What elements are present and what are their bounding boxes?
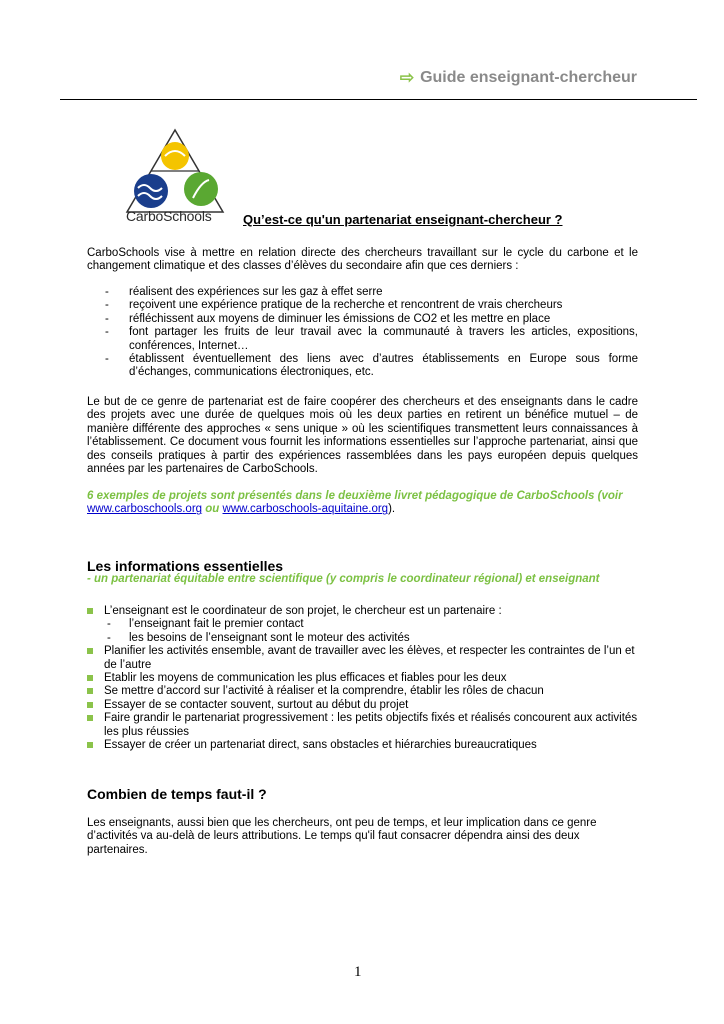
- time-paragraph: Les enseignants, aussi bien que les chercheurs, ont peu de temps, et leur implication dans ce genre d’activités va au-delà de leurs attributions. Le temps qu'il faut consacrer dépendra ainsi des deux partenaires.: [87, 817, 597, 856]
- list-item: Essayer de créer un partenariat direct, sans obstacles et hiérarchies bureaucratiques: [87, 739, 638, 752]
- arrow-right-outline-icon: ⇨: [399, 68, 415, 87]
- square-bullet-icon: [87, 648, 93, 654]
- square-bullet-icon: [87, 675, 93, 681]
- section-subheading: - un partenariat équitable entre scientifique (y compris le coordinateur régional) et enseignant: [87, 573, 600, 586]
- square-bullet-icon: [87, 742, 93, 748]
- essentials-list-block: [87, 605, 638, 752]
- list-item: - établissent éventuellement des liens avec d’autres établissements en Europe sous forme d’échanges, communications électroniques, etc.: [105, 353, 638, 379]
- section-time: [87, 788, 638, 801]
- header-title: Guide enseignant-chercheur: [420, 69, 637, 86]
- list-item: L’enseignant est le coordinateur de son projet, le chercheur est un partenaire : - l’enseignant fait le premier contact - les besoins de l’enseignant sont le moteur des activités: [87, 605, 638, 645]
- page-number: 1: [354, 964, 362, 980]
- intro-list-block: [87, 286, 638, 380]
- list-item: Etablir les moyens de communication les plus efficaces et fiables pour les deux: [87, 672, 638, 685]
- logo-wordmark: CarboSchools: [126, 208, 212, 224]
- list-item: - les besoins de l’enseignant sont le moteur des activités: [107, 631, 410, 644]
- examples-note: 6 exemples de projets sont présentés dans le deuxième livret pédagogique de CarboSchools (voir www.carboschools.org ou www.carboschools-aquitaine.org).: [87, 490, 623, 516]
- header-rule: [60, 99, 697, 100]
- list-item: - l’enseignant fait le premier contact: [107, 618, 304, 631]
- intro-paragraph: CarboSchools vise à mettre en relation directe des chercheurs travaillant sur le cycle du carbone et le changement climatique et des classes d’élèves du secondaire afin que ces derniers :: [87, 247, 638, 273]
- list-item: Se mettre d’accord sur l’activité à réaliser et la comprendre, établir les rôles de chacun: [87, 685, 638, 698]
- link-carboschools-aquitaine[interactable]: www.carboschools-aquitaine.org: [222, 503, 389, 516]
- section-heading: Les informations essentielles: [87, 558, 284, 574]
- link-carboschools[interactable]: www.carboschools.org: [87, 503, 203, 516]
- time-paragraph-block: [87, 817, 612, 857]
- list-item: - font partager les fruits de leur travail avec la communauté à travers les articles, expositions, conférences, Internet…: [105, 326, 638, 352]
- page-title: Qu’est-ce qu'un partenariat enseignant-chercheur ?: [243, 212, 563, 227]
- square-bullet-icon: [87, 715, 93, 721]
- section-heading: Combien de temps faut-il ?: [87, 786, 267, 802]
- list-item: Planifier les activités ensemble, avant de travailler avec les élèves, et respecter les contraintes de l’un et de l’autre: [87, 645, 638, 672]
- paragraph2-block: [87, 396, 638, 476]
- partnership-paragraph: Le but de ce genre de partenariat est de faire coopérer des chercheurs et des enseignants dans le cadre des projets avec une durée de quelques mois où les deux parties en retirent un bénéfice mutuel – de manière différente des approches « sens unique » où les scientifiques transmettent leurs connaissances à l’établissement. Ce document vous fournit les informations essentielles sur l’approche partenariat, ainsi que des conseils pratiques à partir des expériences rassemblées dans les pays européen depuis quelques années par les partenaires de CarboSchools.: [87, 396, 638, 476]
- note-block: [87, 490, 638, 517]
- list-item: - reçoivent une expérience pratique de la recherche et rencontrent de vrais chercheurs: [105, 299, 563, 312]
- list-item: Essayer de se contacter souvent, surtout au début du projet: [87, 699, 638, 712]
- list-item: - réalisent des expériences sur les gaz à effet serre: [105, 286, 383, 298]
- section-essentials: [87, 560, 638, 587]
- list-item: Faire grandir le partenariat progressivement : les petits objectifs fixés et réalisés concourent aux activités les plus réussies: [87, 712, 638, 739]
- intro-list: [87, 286, 638, 380]
- essentials-list: [87, 605, 638, 752]
- sub-list: [104, 618, 638, 645]
- square-bullet-icon: [87, 608, 93, 614]
- square-bullet-icon: [87, 702, 93, 708]
- square-bullet-icon: [87, 688, 93, 694]
- intro-block: [87, 247, 638, 274]
- list-item: - réfléchissent aux moyens de diminuer les émissions de CO2 et les mettre en place: [105, 312, 551, 325]
- document-header: [400, 68, 637, 88]
